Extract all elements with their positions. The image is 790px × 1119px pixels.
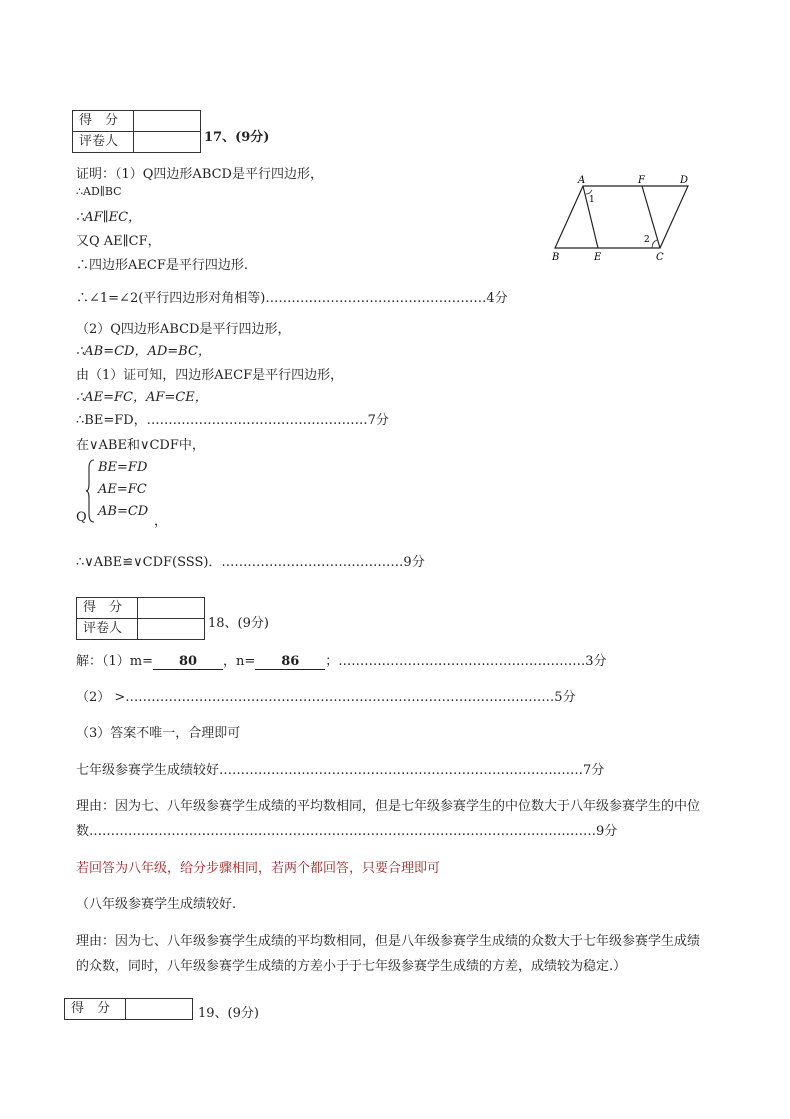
score-label: 得 分	[77, 598, 138, 619]
q18-title: 18、(9分)	[208, 616, 269, 631]
reviewer-value-cell	[138, 619, 205, 640]
label-c: C	[656, 252, 664, 263]
q17-line-6: ∴∠1=∠2(平行四边形对角相等)……………………………………………4分	[76, 291, 508, 306]
q19-score-table	[64, 998, 193, 1020]
label-a: A	[578, 175, 586, 186]
answer-n: 86	[255, 654, 325, 670]
answer-m: 80	[153, 654, 223, 670]
angle-2-label: 2	[644, 235, 650, 245]
q18-line-10: 的众数，同时，八年级参赛学生成绩的方差小于于七年级参赛学生成绩的方差，成绩较为稳定.）	[76, 959, 627, 974]
angle-2-arc	[652, 240, 657, 248]
q18-line-3: （3）答案不唯一，合理即可	[76, 726, 241, 741]
q17-line-7: （2）Q四边形ABCD是平行四边形，	[76, 322, 291, 337]
q17-sys-eq-2: AE=FC	[98, 482, 147, 497]
score-value-cell	[126, 999, 193, 1020]
brace-icon	[86, 458, 96, 524]
label-e: E	[594, 252, 602, 263]
q18-line-1	[76, 650, 607, 670]
q17-sys-prefix: Q	[76, 510, 87, 525]
reviewer-value-cell	[134, 132, 201, 153]
q17-line-8: ∴AB=CD，AD=BC，	[76, 344, 211, 359]
q18-line-1-prefix: 解：（1）m=	[76, 654, 153, 669]
score-label: 得 分	[73, 111, 134, 132]
reviewer-label: 评卷人	[73, 132, 134, 153]
q19-title: 19、(9分)	[198, 1006, 259, 1021]
score-label: 得 分	[65, 999, 126, 1020]
label-f: F	[638, 175, 645, 186]
q17-line-10: ∴AE=FC，AF=CE，	[76, 390, 208, 405]
q17-sys-eq-1: BE=FD	[98, 460, 148, 475]
score-value-cell	[138, 598, 205, 619]
q17-line-13: ∴∨ABE≌∨CDF(SSS)．……………………………………9分	[76, 555, 425, 570]
parallelogram-figure	[548, 172, 708, 264]
q17-line-1: 证明：（1）Q四边形ABCD是平行四边形，	[76, 167, 323, 182]
q18-line-5: 理由：因为七、八年级参赛学生成绩的平均数相同，但是七年级参赛学生的中位数大于八年级参赛学生的中位	[76, 799, 701, 814]
q18-line-1-mid: ，n=	[223, 654, 256, 669]
q17-line-5: ∴四边形AECF是平行四边形.	[76, 258, 248, 273]
q17-score-table	[72, 110, 201, 153]
q18-score-table	[76, 597, 205, 640]
q17-sys-suffix: ，	[154, 514, 168, 529]
q17-line-12: 在∨ABE和∨CDF中，	[76, 438, 205, 453]
q17-sys-eq-3: AB=CD	[98, 504, 149, 519]
q18-line-9: 理由：因为七、八年级参赛学生成绩的平均数相同，但是八年级参赛学生成绩的众数大于七年级参赛学生成绩	[76, 934, 701, 949]
q18-line-7-note: 若回答为八年级，给分步骤相同，若两个都回答，只要合理即可	[76, 861, 441, 876]
q17-line-4: 又Q AE∥CF，	[76, 234, 161, 249]
q18-line-8: （八年级参赛学生成绩较好.	[76, 897, 237, 912]
q18-line-6: 数………………………………………………………………………………………………………9分	[76, 824, 618, 839]
label-d: D	[680, 175, 689, 186]
q18-line-4: 七年级参赛学生成绩较好…………………………………………………………………………7分	[76, 763, 605, 778]
q18-line-2: （2） >………………………………………………………………………………………5分	[76, 690, 576, 705]
q18-line-1-suffix: ；…………………………………………………3分	[325, 654, 607, 669]
score-value-cell	[134, 111, 201, 132]
reviewer-label: 评卷人	[77, 619, 138, 640]
angle-1-label: 1	[589, 195, 595, 205]
q17-line-9: 由（1）证可知，四边形AECF是平行四边形，	[76, 368, 344, 383]
q17-line-11: ∴BE=FD，……………………………………………7分	[76, 413, 389, 428]
label-b: B	[552, 252, 560, 263]
parallelogram-abcd	[555, 186, 688, 248]
angle-1-arc	[586, 190, 592, 194]
q17-line-3: ∴AF∥EC，	[76, 210, 142, 225]
q17-title: 17、(9分)	[204, 130, 270, 145]
q17-line-2: ∴AD∥BC	[76, 185, 122, 198]
